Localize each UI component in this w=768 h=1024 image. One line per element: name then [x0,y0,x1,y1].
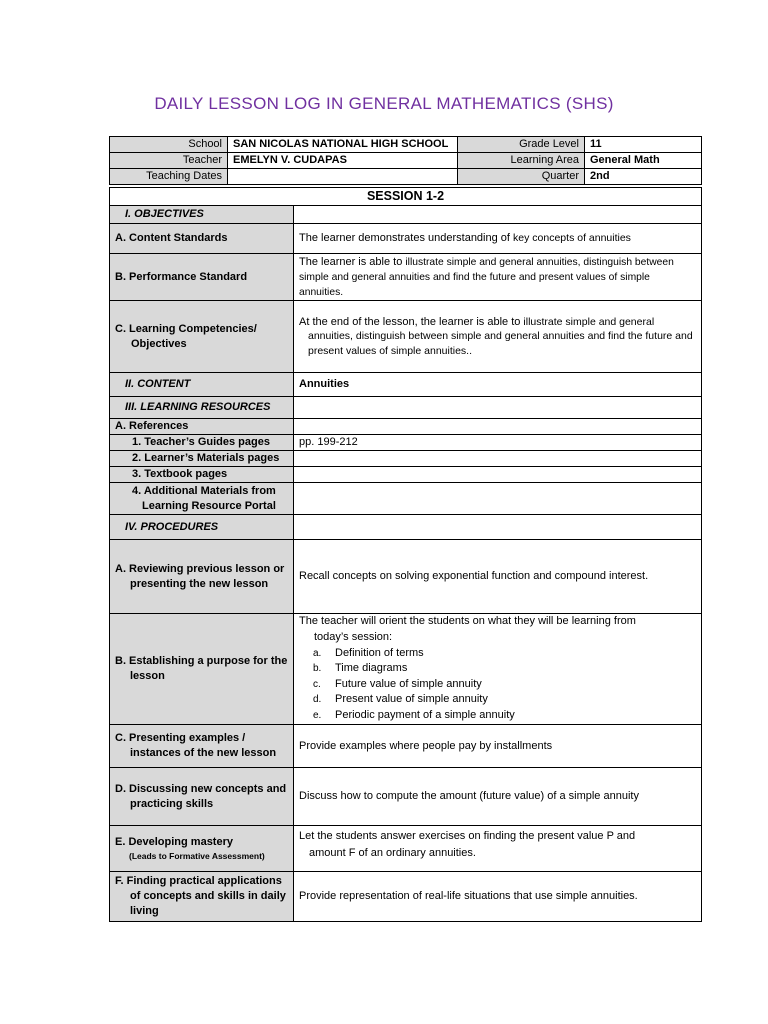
list-marker: a. [313,647,322,659]
presenting-examples-line-2: instances of the new lesson [130,747,277,759]
list-item-text: Time diagrams [335,662,408,675]
table-row [110,137,702,153]
list-item [299,708,696,724]
content-standards-value [294,224,702,254]
purpose-list [299,646,696,724]
practical-applications-line-1: F. Finding practical applications [115,875,282,887]
table-row [110,540,702,614]
purpose-intro-1: The teacher will orient the students on what they will be learning from [299,615,636,628]
teacher-value: EMELYN V. CUDAPAS [228,153,458,169]
additional-materials-label [110,483,294,515]
grade-value: 11 [585,137,702,153]
procedures-heading: IV. PROCEDURES [110,515,294,540]
learning-resources-heading: III. LEARNING RESOURCES [110,397,294,419]
practical-applications-line-2: of concepts and skills in daily [130,890,286,902]
performance-standard-lead: The learner is able to [299,255,406,268]
presenting-examples-value: Provide examples where people pay by installments [294,725,702,768]
developing-mastery-note: (Leads to Formative Assessment) [129,851,265,861]
presenting-examples-line-1: C. Presenting examples / [115,732,246,744]
empty-cell [294,397,702,419]
list-marker: e. [313,709,322,721]
discussing-concepts-line-1: D. Discussing new concepts and [115,782,287,795]
teacher-label: Teacher [110,153,228,169]
empty-cell [294,206,702,224]
additional-materials-line-1: 4. Additional Materials from [132,484,276,497]
table-row [110,169,702,185]
objectives-heading: I. OBJECTIVES [110,206,294,224]
learners-materials-label: 2. Learner’s Materials pages [110,451,294,467]
list-marker: b. [313,663,322,675]
discussing-concepts-line-2: practicing skills [130,797,214,810]
additional-materials-line-2: Learning Resource Portal [142,499,276,512]
learning-area-value: General Math [585,153,702,169]
table-row [110,188,702,206]
learning-competencies-value [294,301,702,373]
school-label: School [110,137,228,153]
establishing-purpose-line-1: B. Establishing a purpose for the [115,655,288,667]
table-row [110,254,702,301]
developing-mastery-line-1: E. Developing mastery [115,836,233,848]
teaching-dates-value [228,169,458,185]
establishing-purpose-line-2: lesson [130,670,165,682]
grade-label: Grade Level [458,137,585,153]
list-item [299,646,696,662]
practical-applications-line-3: living [130,905,159,917]
list-item-text: Periodic payment of a simple annuity [335,708,515,721]
learning-competencies-line-1: C. Learning Competencies/ [115,322,257,335]
table-row [110,435,702,451]
empty-cell [294,483,702,515]
empty-cell [294,419,702,435]
content-standards-label: A. Content Standards [110,224,294,254]
purpose-intro-2: today’s session: [314,631,393,644]
list-item [299,661,696,677]
table-row [110,768,702,826]
lesson-table [109,187,702,922]
list-item-text: Definition of terms [335,646,424,659]
empty-cell [294,467,702,483]
establishing-purpose-value [294,614,702,725]
developing-mastery-text-2: amount F of an ordinary annuities. [309,847,476,859]
competency-lead: At the end of the lesson, the learner is able to [299,315,524,328]
content-heading: II. CONTENT [110,373,294,397]
textbook-label: 3. Textbook pages [110,467,294,483]
establishing-purpose-label [110,614,294,725]
table-row [110,826,702,872]
content-standards-text: key concepts of annuities [513,232,631,244]
performance-standard-text: illustrate simple and general annuities, distinguish between simple and general annuities and find the future and present values of simple annuities. [299,256,674,298]
empty-cell [294,515,702,540]
learning-area-label: Learning Area [458,153,585,169]
list-item [299,677,696,693]
practical-applications-label [110,872,294,922]
empty-cell [294,451,702,467]
discussing-concepts-label [110,768,294,826]
list-item-text: Future value of simple annuity [335,677,482,690]
header-table [109,136,702,185]
performance-standard-value [294,254,702,301]
teaching-dates-label: Teaching Dates [110,169,228,185]
reviewing-label [110,540,294,614]
table-row [110,153,702,169]
reviewing-line-2: presenting the new lesson [130,577,269,590]
table-row [110,224,702,254]
presenting-examples-label [110,725,294,768]
reviewing-value: Recall concepts on solving exponential function and compound interest. [294,540,702,614]
table-row [110,467,702,483]
list-item-text: Present value of simple annuity [335,693,488,706]
quarter-label: Quarter [458,169,585,185]
table-row [110,373,702,397]
content-value: Annuities [294,373,702,397]
table-row [110,419,702,435]
developing-mastery-value [294,826,702,872]
list-marker: c. [313,678,321,690]
competency-text-2: annuities, distinguish between simple and general annuities and find the future and present values of simple annuities.. [308,330,693,357]
list-marker: d. [313,694,322,706]
session-heading: SESSION 1-2 [110,188,702,206]
table-row [110,725,702,768]
page-title: DAILY LESSON LOG IN GENERAL MATHEMATICS (SHS) [154,94,614,113]
practical-applications-value: Provide representation of real-life situations that use simple annuities. [294,872,702,922]
developing-mastery-label [110,826,294,872]
table-row [110,872,702,922]
table-row [110,397,702,419]
teachers-guide-value: pp. 199-212 [294,435,702,451]
developing-mastery-text-1: Let the students answer exercises on finding the present value P and [299,830,636,842]
learning-competencies-line-2: Objectives [131,337,187,350]
school-value: SAN NICOLAS NATIONAL HIGH SCHOOL [228,137,458,153]
learning-competencies-label [110,301,294,373]
competency-text-1: illustrate simple and general [523,315,655,328]
table-row [110,614,702,725]
discussing-concepts-value: Discuss how to compute the amount (future value) of a simple annuity [294,768,702,826]
table-row [110,515,702,540]
quarter-value: 2nd [585,169,702,185]
table-row [110,301,702,373]
table-row [110,206,702,224]
table-row [110,451,702,467]
list-item [299,692,696,708]
performance-standard-label: B. Performance Standard [110,254,294,301]
table-row [110,483,702,515]
teachers-guide-label: 1. Teacher’s Guides pages [110,435,294,451]
content-standards-lead: The learner demonstrates understanding of [299,232,514,244]
references-label: A. References [110,419,294,435]
reviewing-line-1: A. Reviewing previous lesson or [115,562,285,575]
